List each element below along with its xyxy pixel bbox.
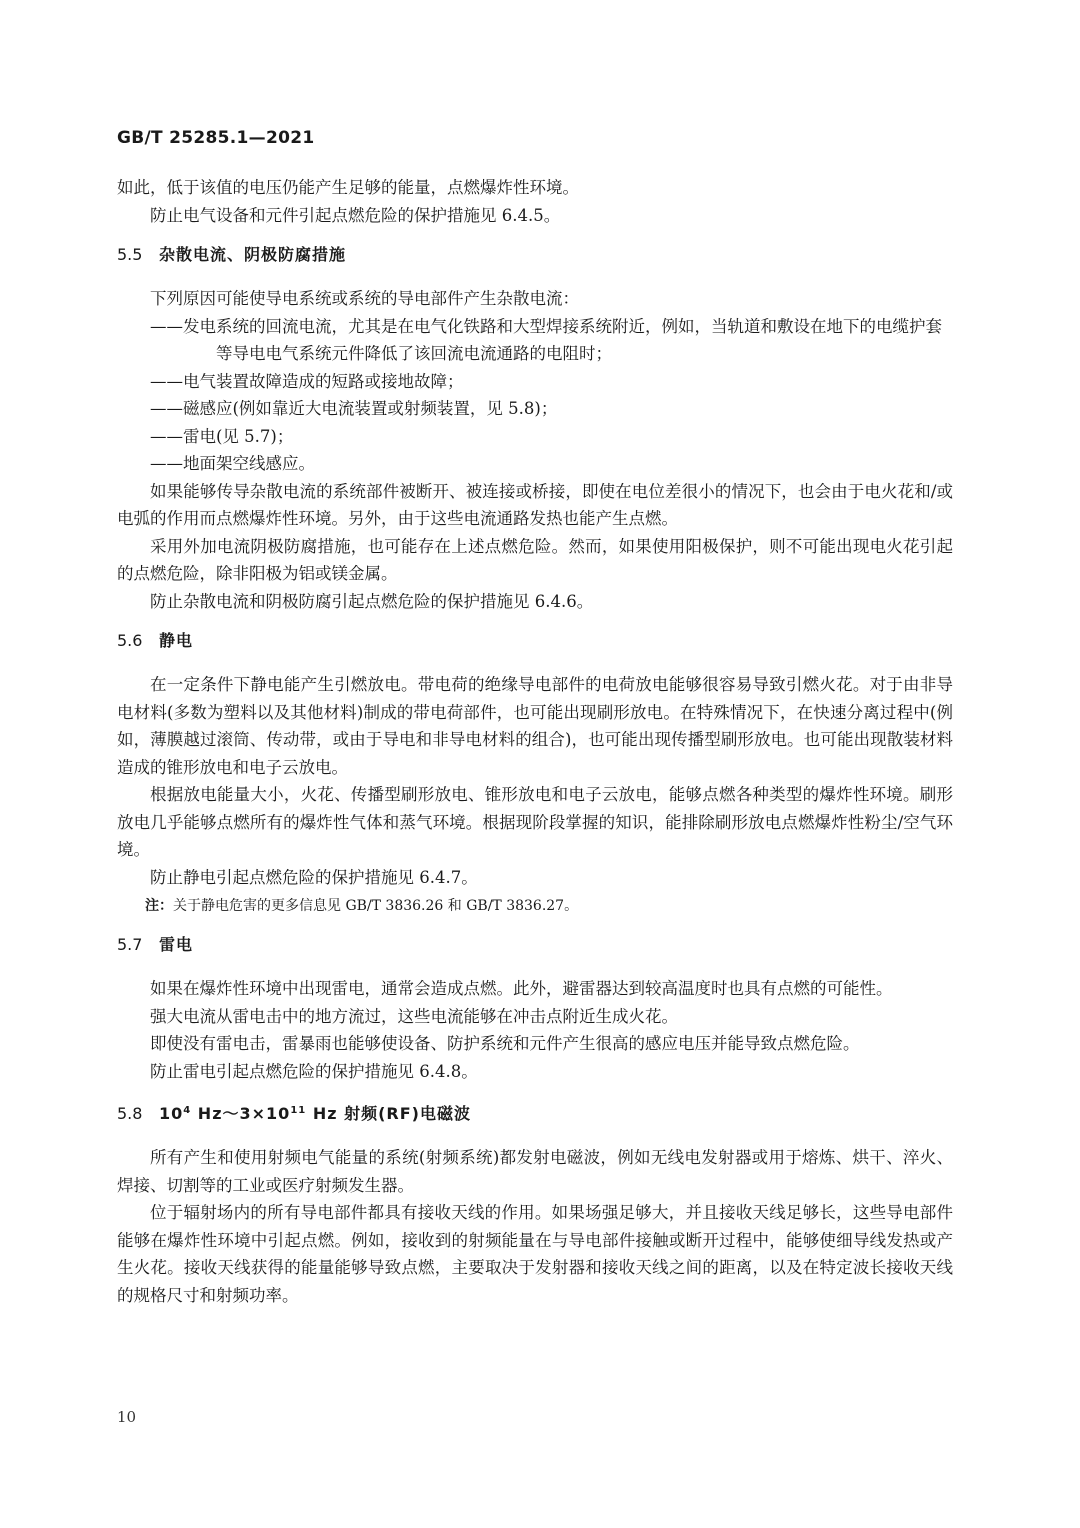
paragraph: 在一定条件下静电能产生引燃放电。带电荷的绝缘导电部件的电荷放电能够很容易导致引燃火花。对于由非导电材料(多数为塑料以及其他材料)制成的带电荷部件，也可能出现刷形放电。在特殊情况下，在快速分离过程中(例如，薄膜越过滚筒、传动带，或由于导电和非导电材料的组合)，也可能出现传播型刷形放电。也可能出现散装材料造成的锥形放电和电子云放电。 — [117, 675, 953, 777]
note — [145, 893, 953, 919]
paragraph: 防止雷电引起点燃危险的保护措施见 6.4.8。 — [150, 1061, 478, 1081]
title-exponent: 4 — [183, 1105, 192, 1116]
standard-code: GB/T 25285.1—2021 — [117, 128, 315, 148]
section-heading-5-5 — [117, 241, 953, 269]
title-part: Hz～3×10 — [191, 1104, 291, 1123]
section-number: 5.7 — [117, 935, 143, 954]
paragraph: 采用外加电流阴极防腐措施，也可能存在上述点燃危险。然而，如果使用阳极保护，则不可能出现电火花引起的点燃危险，除非阳极为铝或镁金属。 — [117, 536, 953, 583]
note-text: 关于静电危害的更多信息见 GB/T 3836.26 和 GB/T 3836.27。 — [173, 898, 579, 914]
list-item: ——地面架空线感应。 — [150, 454, 315, 473]
note-label: 注： — [145, 898, 173, 914]
paragraph: 即使没有雷电击，雷暴雨也能够使设备、防护系统和元件产生很高的感应电压并能导致点燃危险。 — [150, 1034, 860, 1053]
section-number: 5.8 — [117, 1104, 143, 1123]
page-number: 10 — [117, 1408, 137, 1426]
paragraph: 强大电流从雷电击中的地方流过，这些电流能够在冲击点附近生成火花。 — [150, 1006, 678, 1026]
document-body — [117, 174, 953, 1309]
paragraph: 如此，低于该值的电压仍能产生足够的能量，点燃爆炸性环境。 — [117, 178, 579, 197]
title-part: Hz 射频(RF)电磁波 — [306, 1104, 471, 1123]
section-title: 雷电 — [159, 935, 194, 954]
list-item: ——电气装置故障造成的短路或接地故障； — [150, 371, 464, 391]
section-number: 5.6 — [117, 631, 143, 650]
paragraph: 防止杂散电流和阴极防腐引起点燃危险的保护措施见 6.4.6。 — [150, 591, 594, 611]
section-title: 杂散电流、阴极防腐措施 — [159, 245, 347, 264]
paragraph: 如果能够传导杂散电流的系统部件被断开、被连接或桥接，即使在电位差很小的情况下，也会由于电火花和/或电弧的作用而点燃爆炸性环境。另外，由于这些电流通路发热也能产生点燃。 — [117, 481, 953, 528]
section-number: 5.5 — [117, 245, 143, 264]
section-title: 静电 — [159, 631, 194, 650]
paragraph: 根据放电能量大小，火花、传播型刷形放电、锥形放电和电子云放电，能够点燃各种类型的爆炸性环境。刷形放电几乎能够点燃所有的爆炸性气体和蒸气环境。根据现阶段掌握的知识，能排除刷形放电点燃爆炸性粉尘/空气环境。 — [117, 785, 953, 859]
dash-list — [117, 313, 953, 478]
paragraph: 防止静电引起点燃危险的保护措施见 6.4.7。 — [150, 867, 478, 887]
title-part: 10 — [159, 1104, 184, 1123]
paragraph: 防止电气设备和元件引起点燃危险的保护措施见 6.4.5。 — [150, 205, 561, 225]
title-exponent: 11 — [290, 1105, 307, 1116]
list-item: ——雷电(见 5.7)； — [150, 426, 294, 446]
section-heading-5-6 — [117, 627, 953, 655]
section-heading-5-7 — [117, 931, 953, 959]
paragraph: 下列原因可能使导电系统或系统的导电部件产生杂散电流： — [150, 289, 579, 308]
list-item: ——磁感应(例如靠近大电流装置或射频装置，见 5.8)； — [150, 399, 558, 418]
section-heading-5-8 — [117, 1097, 953, 1128]
paragraph: 如果在爆炸性环境中出现雷电，通常会造成点燃。此外，避雷器达到较高温度时也具有点燃的可能性。 — [150, 979, 893, 998]
section-title — [159, 1104, 471, 1123]
paragraph: 位于辐射场内的所有导电部件都具有接收天线的作用。如果场强足够大，并且接收天线足够长，这些导电部件能够在爆炸性环境中引起点燃。例如，接收到的射频能量在与导电部件接触或断开过程中，能够使细导线发热或产生火花。接收天线获得的能量能够导致点燃，主要取决于发射器和接收天线之间的距离，以及在特定波长接收天线的规格尺寸和射频功率。 — [117, 1203, 953, 1305]
list-item: ——发电系统的回流电流，尤其是在电气化铁路和大型焊接系统附近，例如，当轨道和敷设在地下的电缆护套等导电电气系统元件降低了该回流电流通路的电阻时； — [150, 316, 942, 363]
paragraph: 所有产生和使用射频电气能量的系统(射频系统)都发射电磁波，例如无线电发射器或用于熔炼、烘干、淬火、焊接、切割等的工业或医疗射频发生器。 — [117, 1148, 953, 1195]
